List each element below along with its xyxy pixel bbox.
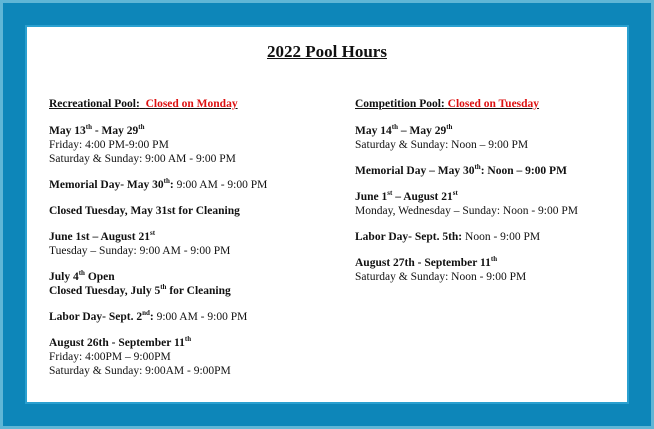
- schedule-line: Saturday & Sunday: 9:00AM - 9:00PM: [49, 365, 231, 377]
- schedule-line: Tuesday – Sunday: 9:00 AM - 9:00 PM: [49, 245, 231, 257]
- schedule-time: 9:00 AM - 9:00 PM: [173, 179, 268, 191]
- schedule-line: Monday, Wednesday – Sunday: Noon - 9:00 PM: [355, 205, 578, 217]
- recreational-pool-column: [49, 97, 339, 390]
- block-heading: June 1st – August 21st: [49, 229, 156, 243]
- schedule-line: Friday: 4:00 PM-9:00 PM: [49, 139, 169, 151]
- schedule-line: Saturday & Sunday: 9:00 AM - 9:00 PM: [49, 153, 236, 165]
- block-heading: July 4th Open: [49, 269, 115, 283]
- block-heading: May 13th - May 29th: [49, 123, 145, 137]
- schedule-line: Saturday & Sunday: Noon - 9:00 PM: [355, 271, 527, 283]
- closure-notice: Closed Tuesday, May 31st for Cleaning: [49, 205, 240, 217]
- schedule-block: [355, 256, 635, 284]
- schedule-block: [355, 230, 635, 244]
- schedule-block: [49, 230, 339, 258]
- schedule-time: 9:00 AM - 9:00 PM: [153, 311, 248, 323]
- schedule-block: [49, 124, 339, 166]
- closure-notice: Closed Tuesday, July 5th for Cleaning: [49, 283, 231, 297]
- block-heading: August 26th - September 11th: [49, 335, 192, 349]
- recreational-pool-label: Recreational Pool:: [49, 98, 140, 110]
- competition-closed-day: Closed on Tuesday: [447, 98, 540, 110]
- block-heading: Labor Day- Sept. 5th:: [355, 231, 463, 243]
- schedule-block: Memorial Day – May 30th: Noon – 9:00 PM: [355, 163, 567, 177]
- competition-pool-label: Competition Pool:: [355, 98, 445, 110]
- schedule-block: [49, 336, 339, 378]
- block-heading: August 27th - September 11th: [355, 255, 498, 269]
- schedule-time: Noon - 9:00 PM: [462, 231, 541, 243]
- recreational-pool-heading: [49, 97, 339, 111]
- block-heading: May 14th – May 29th: [355, 123, 453, 137]
- competition-pool-column: [355, 97, 635, 296]
- schedule-block: [355, 124, 635, 152]
- schedule-block: [49, 310, 339, 324]
- document-sheet: [27, 27, 627, 402]
- block-heading: Memorial Day- May 30th:: [49, 177, 174, 191]
- block-heading: June 1st – August 21st: [355, 189, 458, 203]
- schedule-block: [49, 270, 339, 298]
- schedule-block: [355, 190, 635, 218]
- schedule-line: Friday: 4:00PM – 9:00PM: [49, 351, 171, 363]
- block-heading: Labor Day- Sept. 2nd:: [49, 309, 154, 323]
- page-title: 2022 Pool Hours: [267, 42, 387, 61]
- schedule-line: Saturday & Sunday: Noon – 9:00 PM: [355, 139, 529, 151]
- recreational-closed-day: Closed on Monday: [145, 98, 238, 110]
- competition-pool-heading: [355, 97, 635, 111]
- schedule-block: [49, 178, 339, 192]
